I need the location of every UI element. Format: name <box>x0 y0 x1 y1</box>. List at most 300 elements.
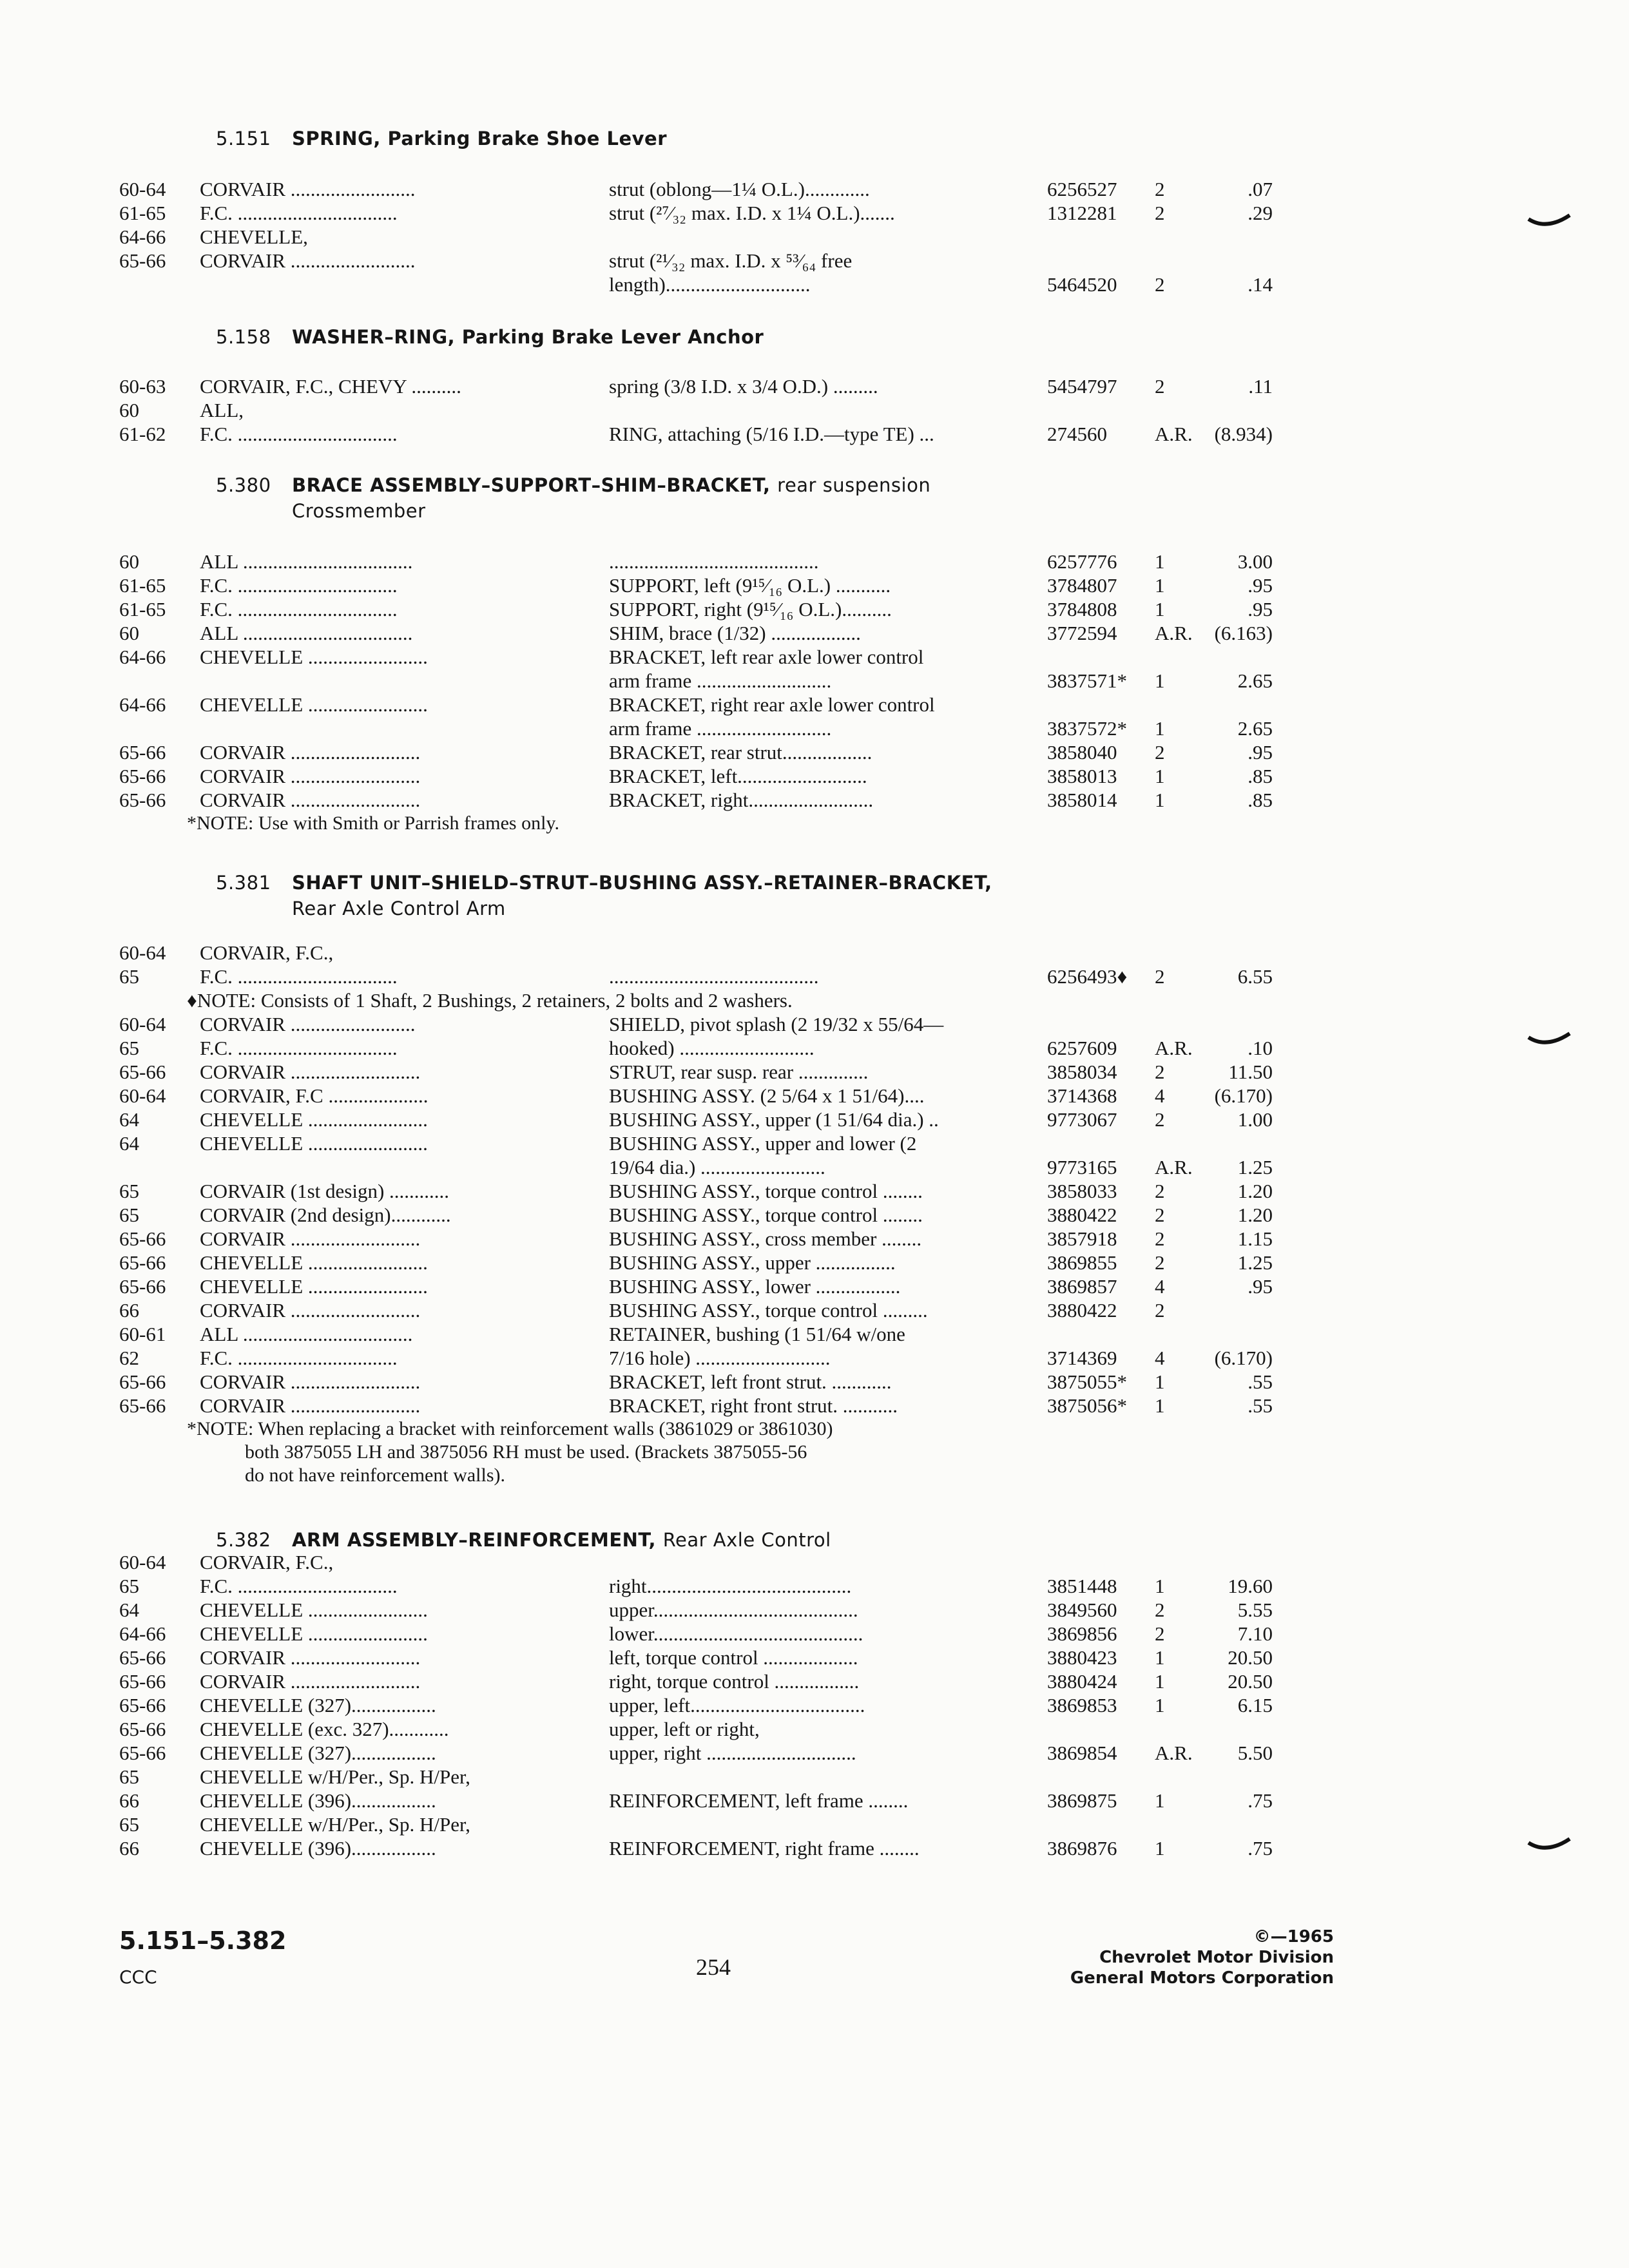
price-cell: .95 <box>1248 741 1273 764</box>
table-row <box>0 1646 1629 1669</box>
price-cell: .55 <box>1248 1370 1273 1393</box>
price-cell: .95 <box>1248 574 1273 597</box>
price-cell: .29 <box>1248 202 1273 224</box>
section-title: SPRING, Parking Brake Shoe Lever <box>292 128 668 149</box>
quantity-cell: 2 <box>1155 1204 1165 1226</box>
year-cell: 65 <box>119 1765 139 1788</box>
part-number-cell: 9773165 <box>1047 1156 1117 1178</box>
price-cell: 6.55 <box>1237 965 1273 988</box>
price-cell: 7.10 <box>1237 1622 1273 1645</box>
year-cell: 65-66 <box>119 1694 166 1716</box>
quantity-cell: 2 <box>1155 1108 1165 1131</box>
section-continuation: Crossmember <box>292 500 426 522</box>
year-cell: 61-62 <box>119 423 166 445</box>
model-cell: CHEVELLE ........................ <box>200 1251 428 1274</box>
year-cell: 65-66 <box>119 765 166 787</box>
price-cell: .85 <box>1248 789 1273 811</box>
model-cell: CORVAIR .......................... <box>200 1299 421 1321</box>
catalog-code: CCC <box>119 1966 157 1988</box>
table-row <box>0 1669 1629 1693</box>
table-row <box>0 1227 1629 1251</box>
year-cell: 61-65 <box>119 574 166 597</box>
description-cell: REINFORCEMENT, right frame ........ <box>609 1837 920 1860</box>
note-text: *NOTE: Use with Smith or Parrish frames only. <box>187 812 559 834</box>
part-number-cell: 3714369 <box>1047 1347 1117 1369</box>
year-cell: 65-66 <box>119 1227 166 1250</box>
table-row <box>0 1012 1629 1036</box>
description-cell: BRACKET, left.......................... <box>609 765 867 787</box>
description-cell: spring (3/8 I.D. x 3/4 O.D.) ......... <box>609 375 878 398</box>
table-row <box>0 398 1629 422</box>
table-row <box>0 1394 1629 1418</box>
year-cell: 60-64 <box>119 1013 166 1035</box>
note-line <box>0 1441 1629 1464</box>
description-cell: RETAINER, bushing (1 51/64 w/one <box>609 1323 905 1345</box>
quantity-cell: 2 <box>1155 1622 1165 1645</box>
table-row <box>0 1550 1629 1574</box>
model-cell: CORVAIR ......................... <box>200 249 416 272</box>
description-cell: BUSHING ASSY., torque control ........ <box>609 1204 923 1226</box>
description-cell: hooked) ........................... <box>609 1037 815 1059</box>
division-name: Chevrolet Motor Division <box>1099 1948 1334 1967</box>
section-heading <box>216 870 1376 921</box>
price-cell: .55 <box>1248 1394 1273 1417</box>
year-cell: 60-63 <box>119 375 166 398</box>
part-number-cell: 3858034 <box>1047 1061 1117 1083</box>
page-footer <box>0 1927 1629 2023</box>
note-row <box>0 988 1629 1012</box>
description-cell: BRACKET, left front strut. ............ <box>609 1370 892 1393</box>
part-number-cell: 3858013 <box>1047 765 1117 787</box>
model-cell: CHEVELLE (396)................. <box>200 1789 436 1812</box>
note-text: both 3875055 LH and 3875056 RH must be used. (Brackets 3875055-56 <box>187 1441 807 1463</box>
description-cell: length)............................. <box>609 273 811 296</box>
table-row <box>0 1622 1629 1646</box>
price-cell: .07 <box>1248 178 1273 200</box>
part-number-cell: 3772594 <box>1047 622 1117 644</box>
quantity-cell: 1 <box>1155 550 1165 573</box>
quantity-cell: 1 <box>1155 789 1165 811</box>
model-cell: F.C. ................................ <box>200 965 398 988</box>
year-cell: 60-64 <box>119 1084 166 1107</box>
part-number-cell: 5464520 <box>1047 273 1117 296</box>
table-row <box>0 1346 1629 1370</box>
quantity-cell: 2 <box>1155 965 1165 988</box>
part-number-cell: 5454797 <box>1047 375 1117 398</box>
table-row <box>0 621 1629 645</box>
model-cell: CORVAIR, F.C., CHEVY .......... <box>200 375 461 398</box>
year-cell: 60-61 <box>119 1323 166 1345</box>
year-cell: 61-65 <box>119 598 166 620</box>
part-number-cell: 6256527 <box>1047 178 1117 200</box>
year-cell: 60-64 <box>119 941 166 964</box>
model-cell: CHEVELLE ........................ <box>200 1132 428 1155</box>
year-cell: 65-66 <box>119 1646 166 1669</box>
table-row <box>0 1836 1629 1860</box>
description-cell: .......................................... <box>609 965 819 988</box>
quantity-cell: 2 <box>1155 178 1165 200</box>
year-cell: 65 <box>119 1813 139 1836</box>
model-cell: CORVAIR .......................... <box>200 1670 421 1693</box>
part-number-cell: 3837571* <box>1047 669 1127 692</box>
corporation-name: General Motors Corporation <box>1070 1968 1334 1988</box>
part-number-cell: 3784808 <box>1047 598 1117 620</box>
year-cell: 65-66 <box>119 1251 166 1274</box>
model-cell: ALL .................................. <box>200 550 413 573</box>
description-cell: lower.......................................... <box>609 1622 863 1645</box>
section-heading <box>216 126 1376 151</box>
year-cell: 65 <box>119 1180 139 1202</box>
table-row <box>0 1693 1629 1717</box>
table-row <box>0 573 1629 597</box>
table-row <box>0 1108 1629 1131</box>
year-cell: 65-66 <box>119 1061 166 1083</box>
description-cell: 7/16 hole) ........................... <box>609 1347 831 1369</box>
table-row <box>0 550 1629 573</box>
table-row <box>0 1789 1629 1812</box>
table-row <box>0 374 1629 398</box>
part-number-cell: 3858014 <box>1047 789 1117 811</box>
model-cell: CHEVELLE (exc. 327)............ <box>200 1718 449 1740</box>
quantity-cell: A.R. <box>1155 1156 1193 1178</box>
table-row <box>0 1274 1629 1298</box>
model-cell: CORVAIR ......................... <box>200 178 416 200</box>
part-number-cell: 3869853 <box>1047 1694 1117 1716</box>
model-cell: CHEVELLE, <box>200 226 308 248</box>
year-cell: 65-66 <box>119 741 166 764</box>
model-cell: CORVAIR .......................... <box>200 1061 421 1083</box>
year-cell: 65-66 <box>119 789 166 811</box>
model-cell: CORVAIR .......................... <box>200 789 421 811</box>
section-heading <box>216 1527 1376 1553</box>
part-number-cell: 3880422 <box>1047 1204 1117 1226</box>
part-number-cell: 6257609 <box>1047 1037 1117 1059</box>
price-cell: 1.25 <box>1237 1251 1273 1274</box>
quantity-cell: A.R. <box>1155 1742 1193 1764</box>
quantity-cell: 1 <box>1155 1789 1165 1812</box>
parts-rows <box>0 550 1629 835</box>
year-cell: 65 <box>119 965 139 988</box>
part-number-cell: 3784807 <box>1047 574 1117 597</box>
description-cell: BUSHING ASSY., upper and lower (2 <box>609 1132 917 1155</box>
page-number: 254 <box>696 1954 731 1980</box>
part-number-cell: 3869876 <box>1047 1837 1117 1860</box>
section-title: WASHER–RING, Parking Brake Lever Anchor <box>292 326 764 348</box>
description-cell: REINFORCEMENT, left frame ........ <box>609 1789 909 1812</box>
quantity-cell: 2 <box>1155 1251 1165 1274</box>
quantity-cell: 1 <box>1155 765 1165 787</box>
note-line <box>0 812 1629 835</box>
part-number-cell: 3880422 <box>1047 1299 1117 1321</box>
price-cell: 1.20 <box>1237 1180 1273 1202</box>
table-row <box>0 1251 1629 1274</box>
year-cell: 60 <box>119 622 139 644</box>
price-cell: .10 <box>1248 1037 1273 1059</box>
model-cell: F.C. ................................ <box>200 423 398 445</box>
table-row <box>0 1812 1629 1836</box>
quantity-cell: 1 <box>1155 1370 1165 1393</box>
model-cell: CORVAIR, F.C .................... <box>200 1084 429 1107</box>
model-cell: ALL, <box>200 399 244 421</box>
year-cell: 64-66 <box>119 226 166 248</box>
table-row <box>0 422 1629 446</box>
model-cell: CORVAIR .......................... <box>200 1227 421 1250</box>
parts-rows <box>0 1550 1629 1860</box>
model-cell: CORVAIR .......................... <box>200 1394 421 1417</box>
description-cell: left, torque control ................... <box>609 1646 858 1669</box>
year-cell: 62 <box>119 1347 139 1369</box>
year-cell: 65-66 <box>119 1718 166 1740</box>
quantity-cell: 2 <box>1155 1227 1165 1250</box>
description-cell: BRACKET, right front strut. ........... <box>609 1394 898 1417</box>
table-row <box>0 1179 1629 1203</box>
part-number-cell: 3849560 <box>1047 1599 1117 1621</box>
description-cell: RING, attaching (5/16 I.D.—type TE) ... <box>609 423 934 445</box>
description-cell: SHIM, brace (1/32) .................. <box>609 622 861 644</box>
model-cell: F.C. ................................ <box>200 1347 398 1369</box>
description-cell: upper......................................... <box>609 1599 858 1621</box>
model-cell: F.C. ................................ <box>200 1037 398 1059</box>
price-cell: 1.20 <box>1237 1204 1273 1226</box>
description-cell: STRUT, rear susp. rear .............. <box>609 1061 869 1083</box>
section-number: 5.151 <box>216 128 271 149</box>
quantity-cell: 2 <box>1155 375 1165 398</box>
table-row <box>0 740 1629 764</box>
quantity-cell: 4 <box>1155 1275 1165 1298</box>
quantity-cell: 1 <box>1155 1694 1165 1716</box>
price-cell: (6.163) <box>1214 622 1273 644</box>
year-cell: 65-66 <box>119 1394 166 1417</box>
table-row <box>0 225 1629 249</box>
model-cell: CHEVELLE ........................ <box>200 1108 428 1131</box>
quantity-cell: 4 <box>1155 1084 1165 1107</box>
note-text: do not have reinforcement walls). <box>187 1465 506 1486</box>
parts-rows <box>0 177 1629 296</box>
section-title: SHAFT UNIT–SHIELD–STRUT–BUSHING ASSY.–RETAINER–BRACKET, <box>292 872 992 894</box>
year-cell: 60-64 <box>119 178 166 200</box>
table-row <box>0 1741 1629 1765</box>
model-cell: CHEVELLE ........................ <box>200 646 428 668</box>
price-cell: 3.00 <box>1237 550 1273 573</box>
table-row <box>0 1060 1629 1084</box>
price-cell: 20.50 <box>1228 1670 1273 1693</box>
description-cell: upper, right .............................. <box>609 1742 856 1764</box>
price-cell: .11 <box>1248 375 1273 398</box>
price-cell: .95 <box>1248 598 1273 620</box>
price-cell: 1.15 <box>1237 1227 1273 1250</box>
section-number: 5.381 <box>216 872 271 894</box>
model-cell: CHEVELLE ........................ <box>200 1622 428 1645</box>
description-cell: BUSHING ASSY., torque control ........ <box>609 1180 923 1202</box>
model-cell: F.C. ................................ <box>200 1575 398 1597</box>
table-row <box>0 1298 1629 1322</box>
table-row <box>0 1131 1629 1155</box>
parts-rows <box>0 941 1629 1487</box>
price-cell: .95 <box>1248 1275 1273 1298</box>
year-cell: 64-66 <box>119 646 166 668</box>
model-cell: CORVAIR, F.C., <box>200 1551 334 1573</box>
description-cell: BUSHING ASSY., torque control ......... <box>609 1299 928 1321</box>
price-cell: (8.934) <box>1214 423 1273 445</box>
description-cell: BUSHING ASSY., upper ................ <box>609 1251 896 1274</box>
copyright-block <box>1031 1927 1334 1988</box>
margin-check-mark-icon <box>1527 1836 1572 1852</box>
section-number: 5.380 <box>216 474 271 496</box>
section-subtitle: Rear Axle Control <box>662 1529 831 1551</box>
price-cell: 20.50 <box>1228 1646 1273 1669</box>
year-cell: 65 <box>119 1037 139 1059</box>
table-row <box>0 1322 1629 1346</box>
quantity-cell: 2 <box>1155 273 1165 296</box>
section-heading <box>216 324 1376 350</box>
part-number-cell: 3858033 <box>1047 1180 1117 1202</box>
quantity-cell: 1 <box>1155 1394 1165 1417</box>
price-cell: 11.50 <box>1228 1061 1273 1083</box>
year-cell: 60-64 <box>119 1551 166 1573</box>
part-number-cell: 9773067 <box>1047 1108 1117 1131</box>
description-cell: BRACKET, rear strut.................. <box>609 741 872 764</box>
model-cell: F.C. ................................ <box>200 598 398 620</box>
price-cell: 2.65 <box>1237 669 1273 692</box>
price-cell: 5.55 <box>1237 1599 1273 1621</box>
model-cell: CHEVELLE (396)................. <box>200 1837 436 1860</box>
model-cell: CHEVELLE ........................ <box>200 693 428 716</box>
year-cell: 61-65 <box>119 202 166 224</box>
quantity-cell: 1 <box>1155 1837 1165 1860</box>
table-row <box>0 1036 1629 1060</box>
model-cell: CORVAIR, F.C., <box>200 941 334 964</box>
section-heading <box>216 472 1376 524</box>
note-text: ♦NOTE: Consists of 1 Shaft, 2 Bushings, 2 retainers, 2 bolts and 2 washers. <box>187 989 793 1012</box>
price-cell: 5.50 <box>1237 1742 1273 1764</box>
description-cell: BRACKET, left rear axle lower control <box>609 646 924 668</box>
part-number-cell: 3714368 <box>1047 1084 1117 1107</box>
description-cell: 19/64 dia.) ......................... <box>609 1156 825 1178</box>
quantity-cell: 1 <box>1155 669 1165 692</box>
price-cell: (6.170) <box>1214 1347 1273 1369</box>
part-number-cell: 3880423 <box>1047 1646 1117 1669</box>
quantity-cell: 1 <box>1155 1575 1165 1597</box>
quantity-cell: 2 <box>1155 1599 1165 1621</box>
model-cell: CORVAIR .......................... <box>200 1370 421 1393</box>
part-number-cell: 6257776 <box>1047 550 1117 573</box>
model-cell: F.C. ................................ <box>200 202 398 224</box>
description-cell: BUSHING ASSY., lower ................. <box>609 1275 901 1298</box>
description-cell: upper, left or right, <box>609 1718 760 1740</box>
part-number-cell: 3869856 <box>1047 1622 1117 1645</box>
model-cell: CORVAIR .......................... <box>200 1646 421 1669</box>
price-cell: 19.60 <box>1228 1575 1273 1597</box>
table-row <box>0 1765 1629 1789</box>
price-cell: .75 <box>1248 1837 1273 1860</box>
quantity-cell: A.R. <box>1155 423 1193 445</box>
note-line <box>0 1418 1629 1441</box>
copyright-year: ©—1965 <box>1253 1927 1334 1946</box>
year-cell: 65-66 <box>119 1670 166 1693</box>
part-number-cell: 3851448 <box>1047 1575 1117 1597</box>
part-number-cell: 3869854 <box>1047 1742 1117 1764</box>
table-row <box>0 716 1629 740</box>
year-cell: 64 <box>119 1132 139 1155</box>
model-cell: CORVAIR .......................... <box>200 741 421 764</box>
section-continuation: Rear Axle Control Arm <box>292 898 506 919</box>
quantity-cell: 1 <box>1155 598 1165 620</box>
table-row <box>0 764 1629 788</box>
table-row <box>0 201 1629 225</box>
description-cell: strut (²¹⁄₃₂ max. I.D. x ⁵³⁄₆₄ free <box>609 249 853 272</box>
part-number-cell: 3869855 <box>1047 1251 1117 1274</box>
quantity-cell: 1 <box>1155 717 1165 740</box>
quantity-cell: 1 <box>1155 574 1165 597</box>
note-text: *NOTE: When replacing a bracket with reinforcement walls (3861029 or 3861030) <box>187 1418 833 1439</box>
table-row <box>0 1370 1629 1394</box>
parts-rows <box>0 374 1629 446</box>
year-cell: 66 <box>119 1789 139 1812</box>
part-number-cell: 3857918 <box>1047 1227 1117 1250</box>
table-row <box>0 1155 1629 1179</box>
model-cell: CHEVELLE (327)................. <box>200 1742 436 1764</box>
table-row <box>0 669 1629 693</box>
price-cell: 2.65 <box>1237 717 1273 740</box>
description-cell: SHIELD, pivot splash (2 19/32 x 55/64— <box>609 1013 944 1035</box>
table-row <box>0 645 1629 669</box>
section-range-code: 5.151–5.382 <box>119 1927 287 1955</box>
description-cell: BUSHING ASSY., upper (1 51/64 dia.) .. <box>609 1108 939 1131</box>
year-cell: 64-66 <box>119 693 166 716</box>
table-row <box>0 1717 1629 1741</box>
table-row <box>0 1574 1629 1598</box>
description-cell: right, torque control ................. <box>609 1670 860 1693</box>
description-cell: .......................................... <box>609 550 819 573</box>
table-row <box>0 1203 1629 1227</box>
year-cell: 66 <box>119 1837 139 1860</box>
table-row <box>0 597 1629 621</box>
quantity-cell: A.R. <box>1155 1037 1193 1059</box>
note-line <box>0 1464 1629 1487</box>
year-cell: 64-66 <box>119 1622 166 1645</box>
quantity-cell: 2 <box>1155 1299 1165 1321</box>
section-title: ARM ASSEMBLY–REINFORCEMENT, <box>292 1529 657 1551</box>
quantity-cell: 4 <box>1155 1347 1165 1369</box>
section-title: BRACE ASSEMBLY–SUPPORT–SHIM–BRACKET, <box>292 474 771 496</box>
part-number-cell: 3869857 <box>1047 1275 1117 1298</box>
model-cell: CHEVELLE ........................ <box>200 1275 428 1298</box>
model-cell: CHEVELLE w/H/Per., Sp. H/Per, <box>200 1813 470 1836</box>
price-cell: .14 <box>1248 273 1273 296</box>
description-cell: upper, left................................... <box>609 1694 865 1716</box>
part-number-cell: 3880424 <box>1047 1670 1117 1693</box>
part-number-cell: 3858040 <box>1047 741 1117 764</box>
table-row <box>0 273 1629 296</box>
description-cell: BRACKET, right......................... <box>609 789 874 811</box>
section-number: 5.382 <box>216 1529 271 1551</box>
part-number-cell: 3875055* <box>1047 1370 1127 1393</box>
part-number-cell: 3869875 <box>1047 1789 1117 1812</box>
part-number-cell: 274560 <box>1047 423 1107 445</box>
year-cell: 66 <box>119 1299 139 1321</box>
year-cell: 64 <box>119 1599 139 1621</box>
table-row <box>0 941 1629 965</box>
margin-check-mark-icon <box>1527 1031 1572 1046</box>
section-subtitle: rear suspension <box>777 474 931 496</box>
quantity-cell: 1 <box>1155 1670 1165 1693</box>
price-cell: 1.00 <box>1237 1108 1273 1131</box>
year-cell: 65-66 <box>119 1370 166 1393</box>
description-cell: strut (²⁷⁄₃₂ max. I.D. x 1¼ O.L.)....... <box>609 202 895 224</box>
description-cell: SUPPORT, left (9¹⁵⁄₁₆ O.L.) ........... <box>609 574 891 597</box>
description-cell: SUPPORT, right (9¹⁵⁄₁₆ O.L.).......... <box>609 598 892 620</box>
table-row <box>0 1084 1629 1108</box>
